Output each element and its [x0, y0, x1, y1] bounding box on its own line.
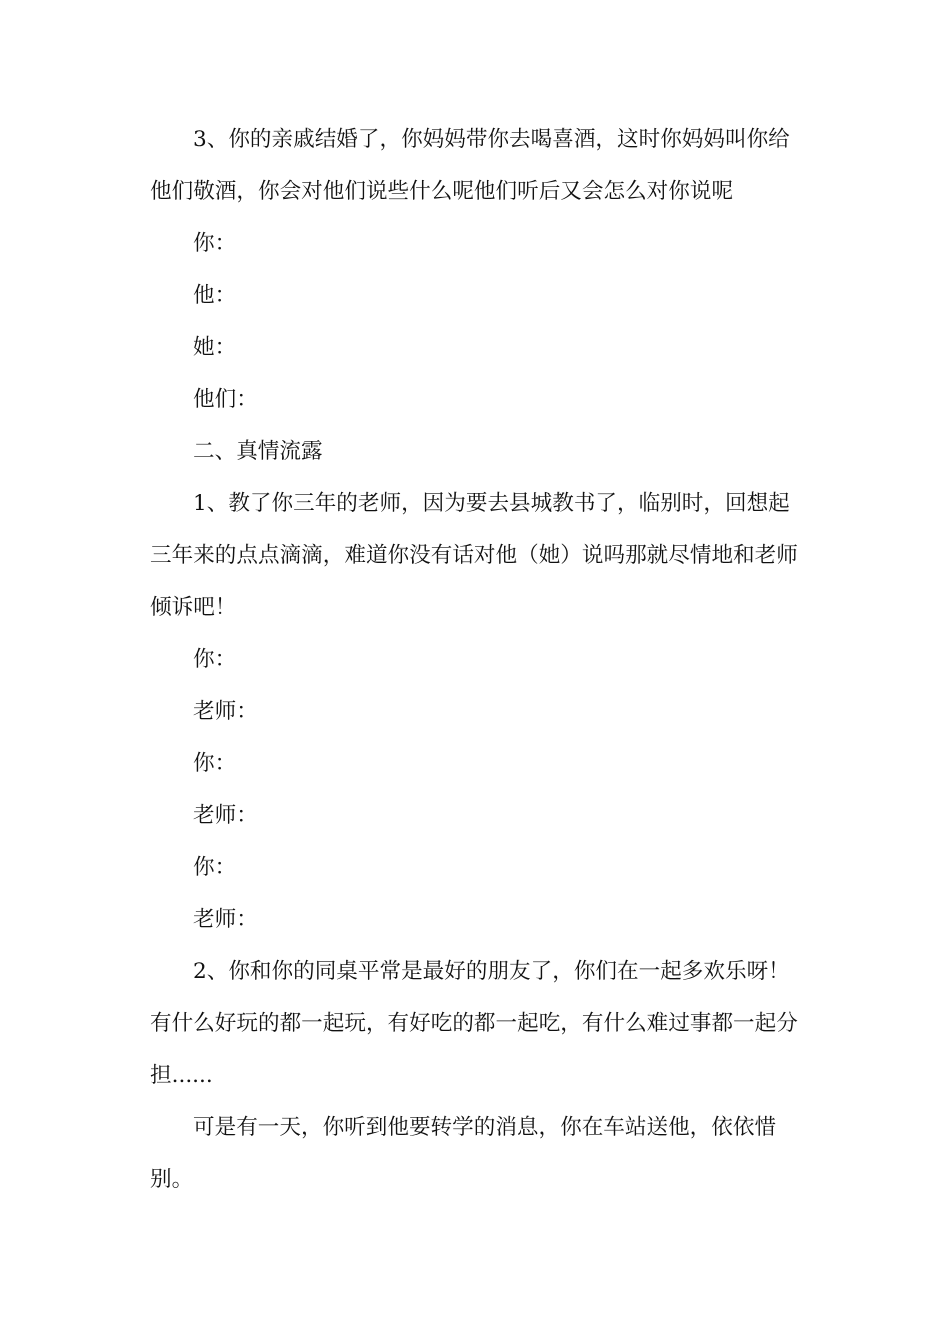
- dialog-line-you-2: 你：: [193, 751, 237, 776]
- paragraph-farewell: 可是有一天，你听到他要转学的消息，你在车站送他，依依惜别。: [150, 1115, 777, 1192]
- dialog-line-you-1: 你：: [193, 647, 237, 672]
- answer-line-she: 她：: [193, 335, 237, 360]
- dialog-line-teacher-3: 老师：: [193, 907, 258, 932]
- answer-line-you: 你：: [193, 231, 237, 256]
- paragraph-teacher-question: 1、教了你三年的老师，因为要去县城教书了，临别时，回想起三年来的点点滴滴，难道你没有话对他（她）说吗那就尽情地和老师倾诉吧！: [150, 491, 798, 620]
- document-body: [150, 114, 800, 1206]
- paragraph-deskmate-question: 2、你和你的同桌平常是最好的朋友了，你们在一起多欢乐呀！有什么好玩的都一起玩，有好吃的都一起吃，有什么难过事都一起分担......: [150, 959, 798, 1088]
- paragraph-wedding-question: 3、你的亲戚结婚了，你妈妈带你去喝喜酒，这时你妈妈叫你给他们敬酒，你会对他们说些什么呢他们听后又会怎么对你说呢: [150, 127, 790, 204]
- section-heading: 二、真情流露: [193, 439, 323, 464]
- answer-line-they: 他们：: [193, 387, 258, 412]
- dialog-line-teacher-1: 老师：: [193, 699, 258, 724]
- dialog-line-you-3: 你：: [193, 855, 237, 880]
- answer-line-he: 他：: [193, 283, 237, 308]
- dialog-line-teacher-2: 老师：: [193, 803, 258, 828]
